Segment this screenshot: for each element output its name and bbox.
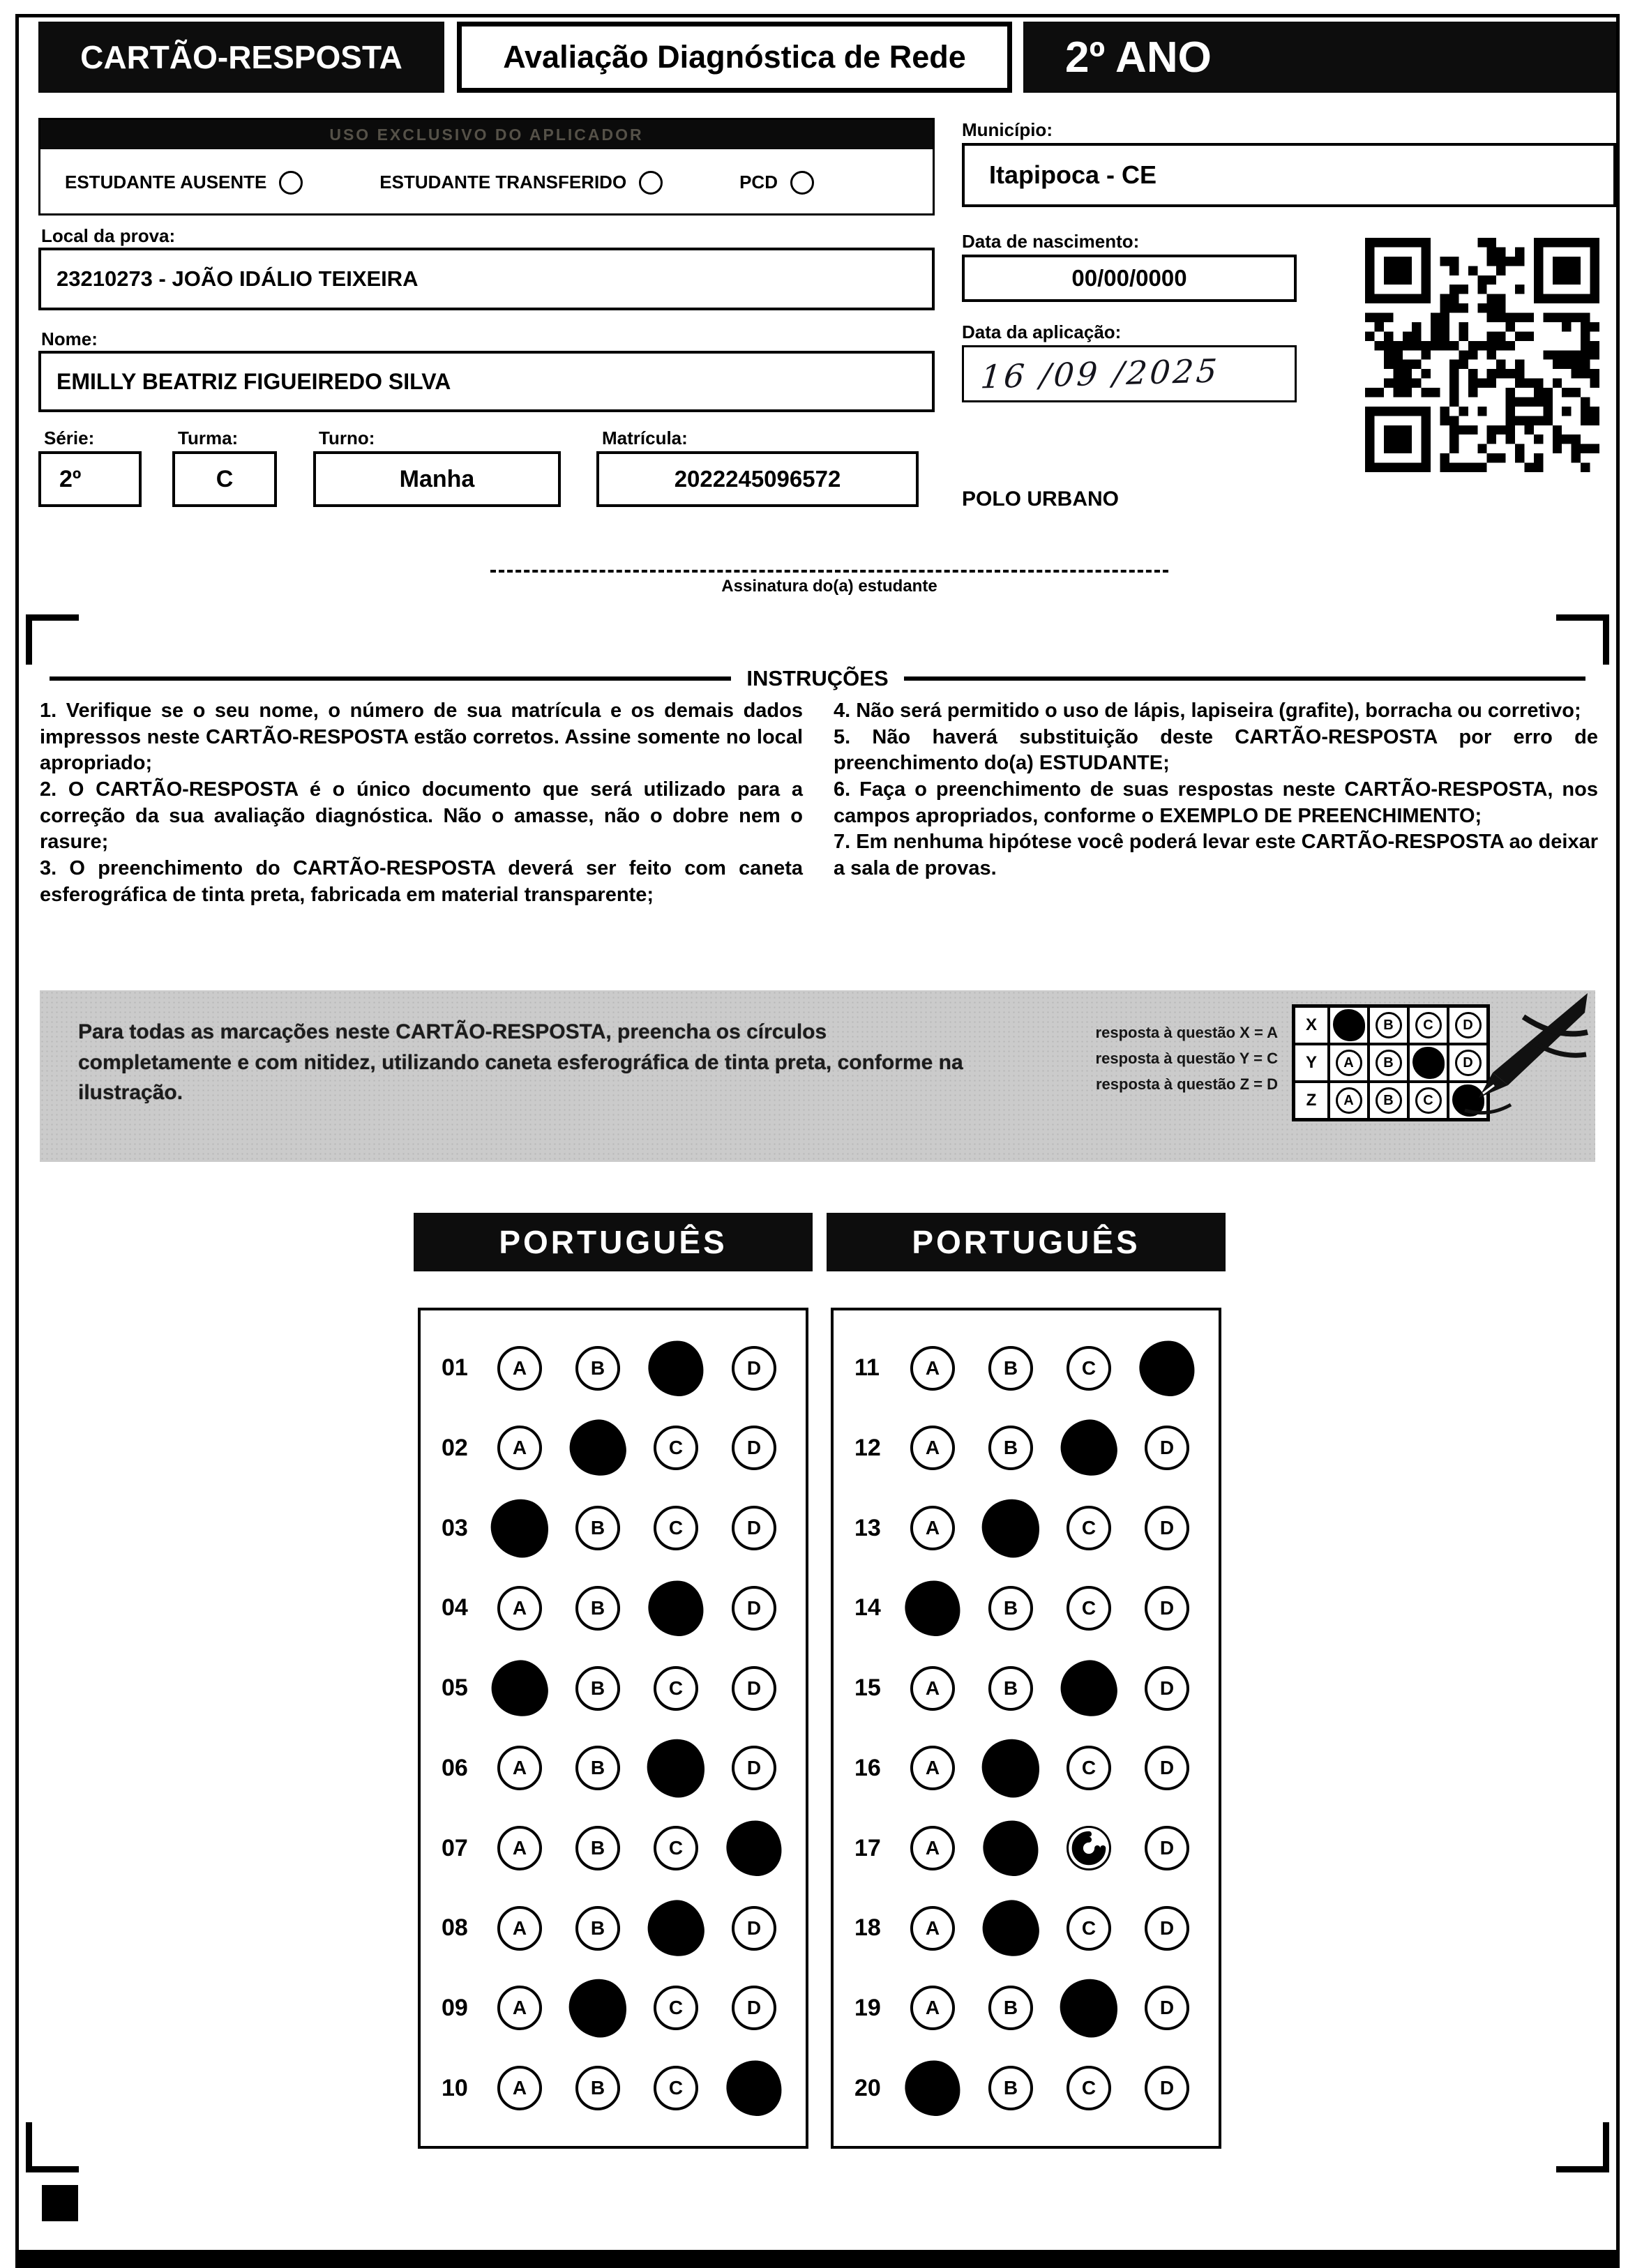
- question-number: 14: [854, 1594, 881, 1621]
- answer-bubble-18-D[interactable]: D: [1145, 1906, 1189, 1951]
- question-row: [834, 1746, 1219, 1790]
- answer-bubble-18-C[interactable]: C: [1067, 1906, 1111, 1951]
- answer-bubble-12-C[interactable]: [1057, 1416, 1120, 1480]
- answer-bubble-10-D[interactable]: [725, 2059, 784, 2118]
- estudante-transferido-label: ESTUDANTE TRANSFERIDO: [379, 172, 627, 192]
- answer-bubble-08-D[interactable]: D: [732, 1906, 776, 1951]
- question-number: 12: [854, 1434, 881, 1461]
- answer-bubble-05-A[interactable]: [488, 1656, 551, 1720]
- example-bubble-X-A: [1329, 1006, 1369, 1044]
- matricula-label: Matrícula:: [602, 428, 688, 448]
- instructions-rule-left: [50, 676, 731, 681]
- answer-bubble-19-C[interactable]: [1055, 1974, 1124, 2043]
- answer-bubble-17-A[interactable]: A: [910, 1826, 955, 1870]
- question-row: [421, 1586, 806, 1631]
- answer-bubble-08-C[interactable]: [644, 1896, 707, 1960]
- answer-bubble-10-A[interactable]: A: [497, 2066, 542, 2110]
- answer-bubble-09-A[interactable]: A: [497, 1986, 542, 2030]
- answer-bubble-01-B[interactable]: B: [575, 1346, 620, 1391]
- question-number: 02: [442, 1434, 468, 1461]
- corner-bracket-bottom-right: [1556, 2122, 1609, 2172]
- question-number: 06: [442, 1754, 468, 1781]
- instruction-item: 2. O CARTÃO-RESPOSTA é o único documento que será utilizado para a correção da sua avaliação diagnóstica. Não o amasse, não o dobre nem o rasure;: [40, 778, 803, 854]
- pen-illustration: [1441, 990, 1591, 1117]
- answer-bubble-18-B[interactable]: [979, 1896, 1042, 1960]
- answer-column-1: [414, 1213, 813, 2149]
- example-bubble-X-D: D: [1448, 1006, 1488, 1044]
- answer-bubble-06-D[interactable]: D: [732, 1746, 776, 1790]
- fill-note: Para todas as marcações neste CARTÃO-RESPOSTA, preencha os círculos completamente e com nitidez, utilizando caneta esferográfica de tinta preta, conforme na ilustração.: [78, 1020, 963, 1104]
- answer-bubble-10-C[interactable]: C: [654, 2066, 698, 2110]
- polo-label: POLO URBANO: [962, 487, 1119, 511]
- example-bubble-X-C: C: [1408, 1006, 1448, 1044]
- question-number: 09: [442, 1994, 468, 2021]
- fill-example-section: [40, 990, 1595, 1162]
- signature-line[interactable]: [490, 570, 1168, 573]
- example-bubble-Y-B: B: [1369, 1044, 1408, 1082]
- answer-bubble-09-C[interactable]: C: [654, 1986, 698, 2030]
- nascimento-value: 00/00/0000: [962, 255, 1297, 302]
- answer-bubble-18-A[interactable]: A: [910, 1906, 955, 1951]
- question-number: 15: [854, 1674, 881, 1702]
- answer-bubble-15-B[interactable]: B: [988, 1666, 1033, 1711]
- answer-bubble-05-D[interactable]: D: [732, 1666, 776, 1711]
- grade-label: 2º ANO: [1023, 22, 1616, 93]
- answer-bubble-20-A[interactable]: [903, 2059, 963, 2118]
- question-row: [834, 2066, 1219, 2110]
- example-legend-line: resposta à questão Z = D: [1095, 1075, 1278, 1093]
- answer-bubble-19-A[interactable]: A: [910, 1986, 955, 2030]
- question-grid: [831, 1308, 1221, 2149]
- example-bubble-Z-C: C: [1408, 1082, 1448, 1119]
- aplicacao-label: Data da aplicação:: [962, 322, 1122, 342]
- answer-bubble-05-B[interactable]: B: [575, 1666, 620, 1711]
- answer-bubble-07-B[interactable]: B: [575, 1826, 620, 1870]
- answer-bubble-14-C[interactable]: C: [1067, 1586, 1111, 1631]
- answer-bubble-15-C[interactable]: [1057, 1656, 1120, 1720]
- question-grid: [418, 1308, 808, 2149]
- answer-bubble-11-A[interactable]: A: [910, 1346, 955, 1391]
- answer-bubble-01-C[interactable]: [647, 1338, 706, 1398]
- instructions-rule-right: [904, 676, 1585, 681]
- applicator-bar-label: USO EXCLUSIVO DO APLICADOR: [40, 120, 933, 149]
- answer-bubble-14-A[interactable]: [903, 1579, 963, 1638]
- instruction-item: 1. Verifique se o seu nome, o número de sua matrícula e os demais dados impressos neste CARTÃO-RESPOSTA estão corretos. Assine somente no local apropriado;: [40, 700, 803, 775]
- answer-bubble-10-B[interactable]: B: [575, 2066, 620, 2110]
- pcd-bubble[interactable]: [790, 171, 814, 195]
- subject-header: PORTUGUÊS: [414, 1213, 813, 1271]
- instruction-item: 5. Não haverá substituição deste CARTÃO-RESPOSTA por erro de preenchimento do(a) ESTUDANTE;: [834, 725, 1598, 775]
- example-bubble-Y-D: D: [1448, 1044, 1488, 1082]
- answer-bubble-02-A[interactable]: A: [497, 1426, 542, 1470]
- answer-bubble-15-A[interactable]: A: [910, 1666, 955, 1711]
- question-number: 19: [854, 1994, 881, 2021]
- answer-bubble-04-C[interactable]: [647, 1579, 706, 1638]
- answer-bubble-15-D[interactable]: D: [1145, 1666, 1189, 1711]
- question-number: 07: [442, 1834, 468, 1861]
- answer-bubble-12-B[interactable]: B: [988, 1426, 1033, 1470]
- answer-bubble-12-D[interactable]: D: [1145, 1426, 1189, 1470]
- instructions-right-column: [834, 698, 1598, 882]
- question-row: [834, 1426, 1219, 1470]
- question-row: [421, 1506, 806, 1550]
- question-number: 10: [442, 2074, 468, 2101]
- pcd-label: PCD: [739, 172, 778, 192]
- answer-bubble-16-B[interactable]: [977, 1734, 1046, 1803]
- answer-bubble-07-A[interactable]: A: [497, 1826, 542, 1870]
- question-row: [421, 1346, 806, 1391]
- estudante-ausente-label: ESTUDANTE AUSENTE: [65, 172, 267, 192]
- applicator-section: [38, 118, 935, 216]
- answer-bubble-02-C[interactable]: C: [654, 1426, 698, 1470]
- example-row-label: X: [1294, 1006, 1329, 1044]
- question-row: [421, 2066, 806, 2110]
- municipio-value: Itapipoca - CE: [962, 143, 1616, 207]
- option-pcd: [739, 171, 814, 195]
- answer-bubble-20-B[interactable]: B: [988, 2066, 1033, 2110]
- example-bubble-Y-A: A: [1329, 1044, 1369, 1082]
- answer-bubble-03-B[interactable]: B: [575, 1506, 620, 1550]
- answer-bubble-17-D[interactable]: D: [1145, 1826, 1189, 1870]
- assessment-title: Avaliação Diagnóstica de Rede: [457, 22, 1012, 93]
- cartao-resposta-page: [15, 14, 1620, 2268]
- instruction-item: 3. O preenchimento do CARTÃO-RESPOSTA deverá ser feito com caneta esferográfica de tinta preta, fabricada em material transparente;: [40, 857, 803, 906]
- question-row: [421, 1986, 806, 2030]
- subject-header: PORTUGUÊS: [827, 1213, 1226, 1271]
- question-row: [834, 1986, 1219, 2030]
- answer-bubble-12-A[interactable]: A: [910, 1426, 955, 1470]
- option-estudante-transferido: [379, 171, 663, 195]
- answer-bubble-11-B[interactable]: B: [988, 1346, 1033, 1391]
- matricula-value: 2022245096572: [596, 451, 919, 507]
- answer-bubble-03-A[interactable]: [485, 1494, 555, 1563]
- answer-bubble-19-B[interactable]: B: [988, 1986, 1033, 2030]
- answer-bubble-03-C[interactable]: C: [654, 1506, 698, 1550]
- answer-bubble-08-A[interactable]: A: [497, 1906, 542, 1951]
- answer-bubble-16-C[interactable]: C: [1067, 1746, 1111, 1790]
- estudante-transferido-bubble[interactable]: [639, 171, 663, 195]
- answer-bubble-05-C[interactable]: C: [654, 1666, 698, 1711]
- turma-label: Turma:: [178, 428, 239, 448]
- answer-bubble-08-B[interactable]: B: [575, 1906, 620, 1951]
- question-row: [421, 1666, 806, 1711]
- answer-bubble-20-D[interactable]: D: [1145, 2066, 1189, 2110]
- turma-value: C: [172, 451, 277, 507]
- answer-bubble-03-D[interactable]: D: [732, 1506, 776, 1550]
- example-bubble-Z-B: B: [1369, 1082, 1408, 1119]
- answer-bubble-04-B[interactable]: B: [575, 1586, 620, 1631]
- instruction-item: 7. Em nenhuma hipótese você poderá levar este CARTÃO-RESPOSTA ao deixar a sala de provas.: [834, 831, 1598, 880]
- question-number: 17: [854, 1834, 881, 1861]
- answer-bubble-04-A[interactable]: A: [497, 1586, 542, 1631]
- answer-bubble-06-B[interactable]: B: [575, 1746, 620, 1790]
- corner-bracket-top-right: [1556, 614, 1609, 665]
- question-number: 05: [442, 1674, 468, 1702]
- answer-bubble-09-B[interactable]: [564, 1974, 633, 2043]
- answer-bubble-11-D[interactable]: [1138, 1338, 1197, 1398]
- answer-bubble-06-A[interactable]: A: [497, 1746, 542, 1790]
- example-row-label: Y: [1294, 1044, 1329, 1082]
- answer-bubble-17-B[interactable]: [981, 1819, 1041, 1878]
- local-label: Local da prova:: [41, 225, 176, 246]
- instruction-item: 6. Faça o preenchimento de suas respostas neste CARTÃO-RESPOSTA, nos campos apropriados, conforme o EXEMPLO DE PREENCHIMENTO;: [834, 778, 1598, 827]
- example-legend-line: resposta à questão Y = C: [1095, 1050, 1278, 1067]
- example-bubble-Z-A: A: [1329, 1082, 1369, 1119]
- answer-bubble-11-C[interactable]: C: [1067, 1346, 1111, 1391]
- turno-label: Turno:: [319, 428, 375, 448]
- answer-bubble-14-B[interactable]: B: [988, 1586, 1033, 1631]
- question-row: [421, 1426, 806, 1470]
- sheet-title: CARTÃO-RESPOSTA: [38, 22, 444, 93]
- answer-bubble-13-B[interactable]: [977, 1494, 1046, 1563]
- municipio-label: Município:: [962, 119, 1053, 140]
- question-number: 08: [442, 1914, 468, 1942]
- corner-bracket-bottom-left: [26, 2122, 79, 2172]
- serie-value: 2º: [38, 451, 142, 507]
- answer-bubble-01-A[interactable]: A: [497, 1346, 542, 1391]
- question-row: [421, 1826, 806, 1870]
- question-row: [834, 1586, 1219, 1631]
- answer-bubble-14-D[interactable]: D: [1145, 1586, 1189, 1631]
- nascimento-label: Data de nascimento:: [962, 231, 1140, 252]
- question-number: 03: [442, 1514, 468, 1541]
- option-estudante-ausente: [65, 171, 303, 195]
- turno-value: Manha: [313, 451, 561, 507]
- example-row-label: Z: [1294, 1082, 1329, 1119]
- instructions-header: [50, 666, 1585, 691]
- answer-bubble-07-D[interactable]: [725, 1819, 784, 1878]
- instructions-title: INSTRUÇÕES: [746, 666, 889, 690]
- question-number: 01: [442, 1354, 468, 1382]
- serie-label: Série:: [44, 428, 95, 448]
- answer-bubble-13-D[interactable]: D: [1145, 1506, 1189, 1550]
- answer-bubble-20-C[interactable]: C: [1067, 2066, 1111, 2110]
- example-bubble-X-B: B: [1369, 1006, 1408, 1044]
- question-number: 18: [854, 1914, 881, 1942]
- answer-bubble-19-D[interactable]: D: [1145, 1986, 1189, 2030]
- instruction-item: 4. Não será permitido o uso de lápis, lapiseira (grafite), borracha ou corretivo;: [834, 700, 1581, 722]
- local-value: 23210273 - JOÃO IDÁLIO TEIXEIRA: [38, 248, 935, 310]
- question-number: 11: [854, 1354, 880, 1382]
- estudante-ausente-bubble[interactable]: [279, 171, 303, 195]
- example-legend-line: resposta à questão X = A: [1095, 1024, 1278, 1041]
- answers-area: [414, 1213, 1226, 2149]
- qr-code: [1365, 238, 1599, 472]
- question-row: [421, 1746, 806, 1790]
- answer-column-2: [827, 1213, 1226, 2149]
- question-row: [834, 1826, 1219, 1870]
- answer-bubble-02-D[interactable]: D: [732, 1426, 776, 1470]
- question-row: [421, 1906, 806, 1951]
- answer-bubble-13-C[interactable]: C: [1067, 1506, 1111, 1550]
- answer-bubble-09-D[interactable]: D: [732, 1986, 776, 2030]
- answer-bubble-16-D[interactable]: D: [1145, 1746, 1189, 1790]
- name-label: Nome:: [41, 328, 98, 349]
- question-number: 04: [442, 1594, 468, 1621]
- answer-bubble-16-A[interactable]: A: [910, 1746, 955, 1790]
- answer-bubble-17-C[interactable]: [1067, 1826, 1111, 1870]
- question-number: 13: [854, 1514, 881, 1541]
- instructions-left-column: [40, 698, 803, 909]
- bottom-bar: [15, 2250, 1620, 2268]
- answer-bubble-01-D[interactable]: D: [732, 1346, 776, 1391]
- question-row: [834, 1346, 1219, 1391]
- question-number: 16: [854, 1754, 881, 1781]
- answer-bubble-13-A[interactable]: A: [910, 1506, 955, 1550]
- signature-label: Assinatura do(a) estudante: [721, 577, 937, 596]
- aplicacao-box: [962, 345, 1297, 402]
- question-row: [834, 1906, 1219, 1951]
- question-row: [834, 1666, 1219, 1711]
- handwritten-date: 16 /09 /2025: [979, 351, 1221, 396]
- example-legend: [974, 1020, 1278, 1097]
- answer-bubble-04-D[interactable]: D: [732, 1586, 776, 1631]
- answer-bubble-07-C[interactable]: C: [654, 1826, 698, 1870]
- name-value: EMILLY BEATRIZ FIGUEIREDO SILVA: [38, 351, 935, 412]
- answer-bubble-06-C[interactable]: [642, 1734, 711, 1803]
- question-row: [834, 1506, 1219, 1550]
- registration-square: [42, 2185, 78, 2221]
- question-number: 20: [854, 2074, 881, 2101]
- answer-bubble-02-B[interactable]: [566, 1416, 629, 1480]
- corner-bracket-top-left: [26, 614, 79, 665]
